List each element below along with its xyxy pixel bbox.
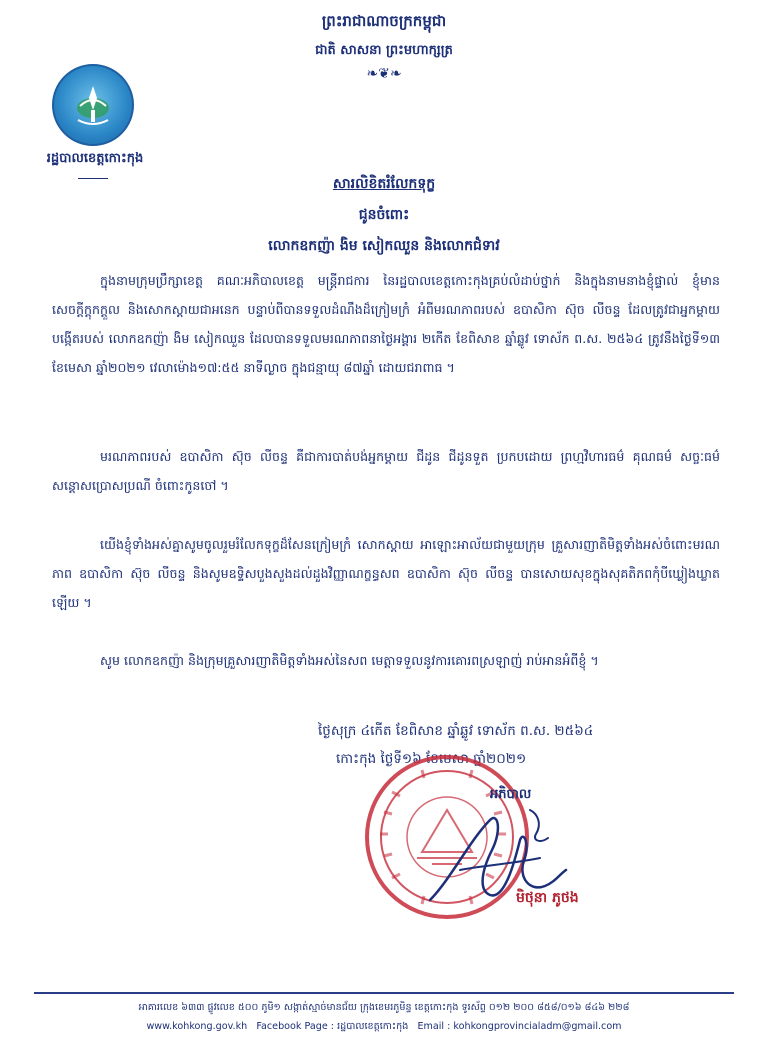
signer-name: មិថុនា ភូថង xyxy=(516,890,579,906)
footer-facebook-link[interactable]: រដ្ឋបាលខេត្តកោះកុង xyxy=(337,1021,409,1032)
signer-title: អភិបាល xyxy=(490,787,532,802)
body-paragraph-1: ក្នុងនាមក្រុមប្រឹក្សាខេត្ត គណៈអភិបាលខេត្ត មន្ត្រីរាជការ នៃរដ្ឋបាលខេត្តកោះកុងគ្រប់លំដាប់ថ្នាក់ និងក្នុងនាមនាងខ្ញុំផ្ទាល់ ខ្ញុំមានសេចក្តីក្តុកក្តួល និងសោកស្តាយជាអនេក បន្ទាប់ពីបានទទួលដំណឹងដ៏ក្រៀមក្រំ អំពីមរណភាពរបស់ ឧបាសិកា ស៊ុច លីចន្ទ ដែលត្រូវជាអ្នកម្តាយបង្កើតរបស់ លោកឧកញ៉ា ងិម សៀកឈួន ដែលបានទទួលមរណភាពនាថ្ងៃអង្គារ ២កើត ខែពិសាខ ឆ្នាំឆ្លូវ ទោស័ក ព.ស. ២៥៦៤ ត្រូវនឹងថ្ងៃទី១៣ ខែមេសា ឆ្នាំ២០២១ វេលាម៉ោង១៧:៥៥ នាទីល្ងាច ក្នុងជន្មាយុ ៨៧ឆ្នាំ ដោយជរាពាធ ។ xyxy=(52,273,720,375)
footer-divider xyxy=(34,992,734,994)
solar-date: កោះកុង ថ្ងៃទី១៦ ខែមេសា ឆ្នាំ២០២១ xyxy=(336,751,527,767)
ornament-divider: ❧❦❧ xyxy=(366,66,402,82)
footer-address: អាគារលេខ ៦៣៣ ផ្លូវលេខ ៥០០ ភូមិ១ សង្កាត់ស្មាច់មានជ័យ ក្រុងខេមរភូមិន្ទ ខេត្តកោះកុង ទូរស័ព្ទ ០១២ ២០០ ៨៥៨/០១៦ ៨៤៦ ២២៨ xyxy=(138,1002,630,1013)
letter-addressee: លោកឧកញ៉ា ងិម សៀកឈួន និងលោកជំទាវ xyxy=(268,238,500,254)
letter-addressee-intro: ជូនចំពោះ xyxy=(358,207,410,223)
body-paragraph-3: យើងខ្ញុំទាំងអស់គ្នាសូមចូលរួមរំលែកទុក្ខដ៏សែនក្រៀមក្រំ សោកស្តាយ អាឡោះអាល័យជាមួយក្រុម គ្រួសារញាតិមិត្តទាំងអស់ចំពោះមរណភាព ឧបាសិកា ស៊ុច លីចន្ទ និងសូមឧទ្ទិសបួងសួងដល់ដួងវិញ្ញាណក្ខន្ធសព ឧបាសិកា ស៊ុច លីចន្ទ បានសោយសុខក្នុងសុគតិភពកុំបីឃ្លៀងឃ្លាតឡើយ ។ xyxy=(52,537,720,610)
kingdom-motto: ព្រះរាជាណាចក្រកម្ពុជា xyxy=(321,12,447,30)
body-paragraph-4: សូម លោកឧកញ៉ា និងក្រុមគ្រួសារញាតិមិត្តទាំងអស់នៃសព មេត្តាទទួលនូវការគោរពស្រឡាញ់ រាប់អានអំពីខ្ញុំ ។ xyxy=(100,653,599,668)
nation-religion-king-motto: ជាតិ សាសនា ព្រះមហាក្សត្រ xyxy=(315,43,453,58)
issuing-authority: រដ្ឋបាលខេត្តកោះកុង xyxy=(46,151,144,166)
provincial-emblem-icon xyxy=(52,64,134,146)
body-paragraph-2: មរណភាពរបស់ ឧបាសិកា ស៊ុច លីចន្ទ គឺជាការបាត់បង់អ្នកម្តាយ ជីដូន ជីដូនទួត ប្រកបដោយ ព្រហ្មវិហារធម៌ គុណធម៌ សច្ចៈធម៌ សន្តោសប្រោសប្រណី ចំពោះកូនចៅ ។ xyxy=(52,449,720,493)
letter-title: សារលិខិតរំលែកទុក្ខ xyxy=(332,176,436,192)
lunar-date: ថ្ងៃសុក្រ ៤កើត ខែពិសាខ ឆ្នាំឆ្លូវ ទោស័ក ព.ស. ២៥៦៤ xyxy=(318,723,594,739)
footer-contacts xyxy=(0,1020,768,1034)
footer-email-link[interactable]: kohkongprovincialadm@gmail.com xyxy=(453,1021,622,1032)
footer-email-label: Email : xyxy=(417,1021,451,1032)
footer-facebook-label: Facebook Page : xyxy=(256,1021,335,1032)
footer-website-link[interactable]: www.kohkong.gov.kh xyxy=(146,1021,248,1032)
